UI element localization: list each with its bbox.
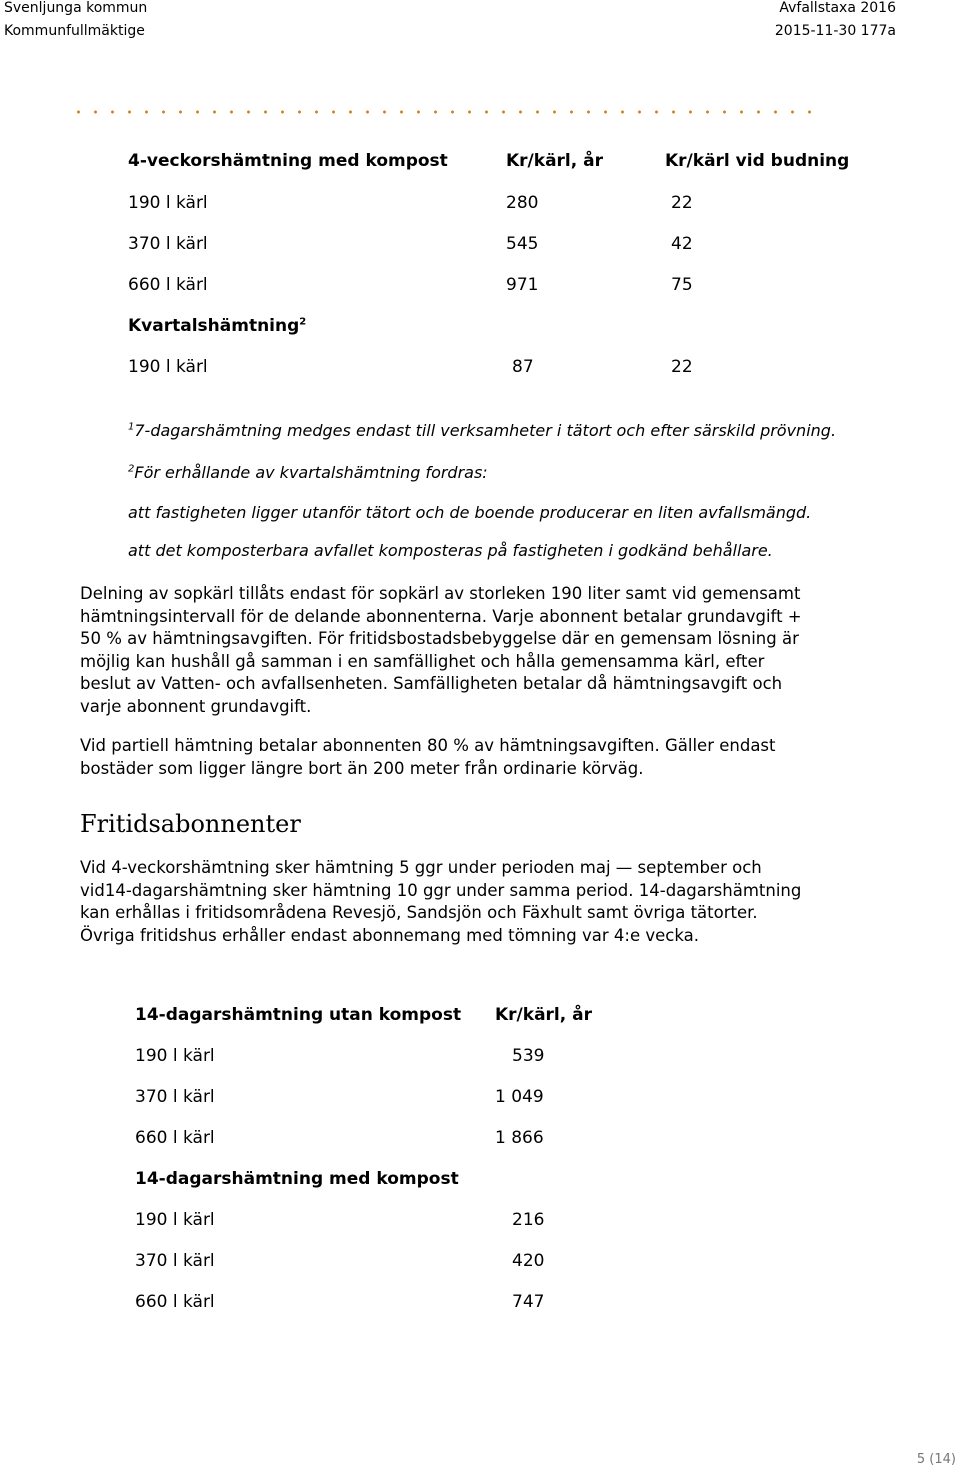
table1-col2-header: Kr/kärl, år xyxy=(506,151,603,171)
table1-row-budning: 22 xyxy=(671,193,693,213)
table1-row-budning: 75 xyxy=(671,275,693,295)
paragraph-partiell: Vid partiell hämtning betalar abonnenten 80 % av hämtningsavgiften. Gäller endast bostäder som ligger längre bort än 200 meter från ordinarie körväg. xyxy=(80,736,776,778)
table2-row-year: 539 xyxy=(512,1046,545,1066)
table1-row-year: 971 xyxy=(506,275,539,295)
table2-row-label: 660 l kärl xyxy=(135,1292,215,1312)
dotted-separator xyxy=(70,108,818,116)
table2-row-label: 370 l kärl xyxy=(135,1087,215,1107)
footnote-2: $^2$För erhållande av kvartalshämtning fordras: xyxy=(128,463,488,482)
footnote-1: $^1$7-dagarshämtning medges endast till verksamheter i tätort och efter särskild prövning. xyxy=(128,421,837,440)
table1-row-year: 280 xyxy=(506,193,539,213)
table1-row-label: 660 l kärl xyxy=(128,275,208,295)
table2-row-year: 1 866 xyxy=(495,1128,544,1148)
table1-row-year: 87 xyxy=(512,357,534,377)
table2-row-label: 190 l kärl xyxy=(135,1210,215,1230)
page-number: 5 (14) xyxy=(916,1452,956,1467)
header-date-ref: 2015-11-30 177a xyxy=(774,23,896,39)
table2-row-label: 190 l kärl xyxy=(135,1046,215,1066)
table2-row-label: 660 l kärl xyxy=(135,1128,215,1148)
header-body: Kommunfullmäktige xyxy=(4,23,145,39)
table2-col1-header: 14-dagarshämtning utan kompost xyxy=(135,1005,462,1025)
table2-row-year: 420 xyxy=(512,1251,545,1271)
table1-col1-header: 4-veckorshämtning med kompost xyxy=(128,151,448,171)
section-heading: Fritidsabonnenter xyxy=(80,810,301,838)
header-doc-title: Avfallstaxa 2016 xyxy=(779,0,896,16)
table2-col2-header: Kr/kärl, år xyxy=(495,1005,592,1025)
header-org: Svenljunga kommun xyxy=(4,0,148,16)
table1-row-budning: 22 xyxy=(671,357,693,377)
table1-row-label: 370 l kärl xyxy=(128,234,208,254)
table1-row-label: 190 l kärl xyxy=(128,193,208,213)
footnote-2b: att det komposterbara avfallet komposteras på fastigheten i godkänd behållare. xyxy=(128,541,773,560)
paragraph-delning: Delning av sopkärl tillåts endast för sopkärl av storleken 190 liter samt vid gemensamt hämtningsintervall för de delande abonnenterna. Varje abonnent betalar grundavgift + 50 % av hämtningsavgiften. För fritidsbostadsbebyggelse där en gemensam lösning är möjlig kan hushåll gå samman i en samfällighet och hålla gemensamma kärl, efter beslut av Vatten- och avfallsenheten. Samfälligheten betalar då hämtningsavgift och varje abonnent grundavgift. xyxy=(80,584,802,716)
table2-row-year: 747 xyxy=(512,1292,545,1312)
table1-col3-header: Kr/kärl vid budning xyxy=(665,151,850,171)
table1-row-label: 190 l kärl xyxy=(128,357,208,377)
table1-row-budning: 42 xyxy=(671,234,693,254)
table1-row-year: 545 xyxy=(506,234,539,254)
table2-section-kompost: 14-dagarshämtning med kompost xyxy=(135,1169,459,1189)
table2-row-label: 370 l kärl xyxy=(135,1251,215,1271)
footnote-2a: att fastigheten ligger utanför tätort och de boende producerar en liten avfallsmängd. xyxy=(128,503,812,522)
table1-section-kvartal: Kvartalshämtning$^2$ xyxy=(128,316,307,336)
paragraph-fritid: Vid 4-veckorshämtning sker hämtning 5 ggr under perioden maj — september och vid14-dagarshämtning sker hämtning 10 ggr under samma period. 14-dagarshämtning kan erhållas i fritidsområdena Revesjö, Sandsjön och Fäxhult samt övriga tätorter. Övriga fritidshus erhåller endast abonnemang med tömning var 4:e vecka. xyxy=(80,858,802,945)
table2-row-year: 216 xyxy=(512,1210,545,1230)
table2-row-year: 1 049 xyxy=(495,1087,544,1107)
